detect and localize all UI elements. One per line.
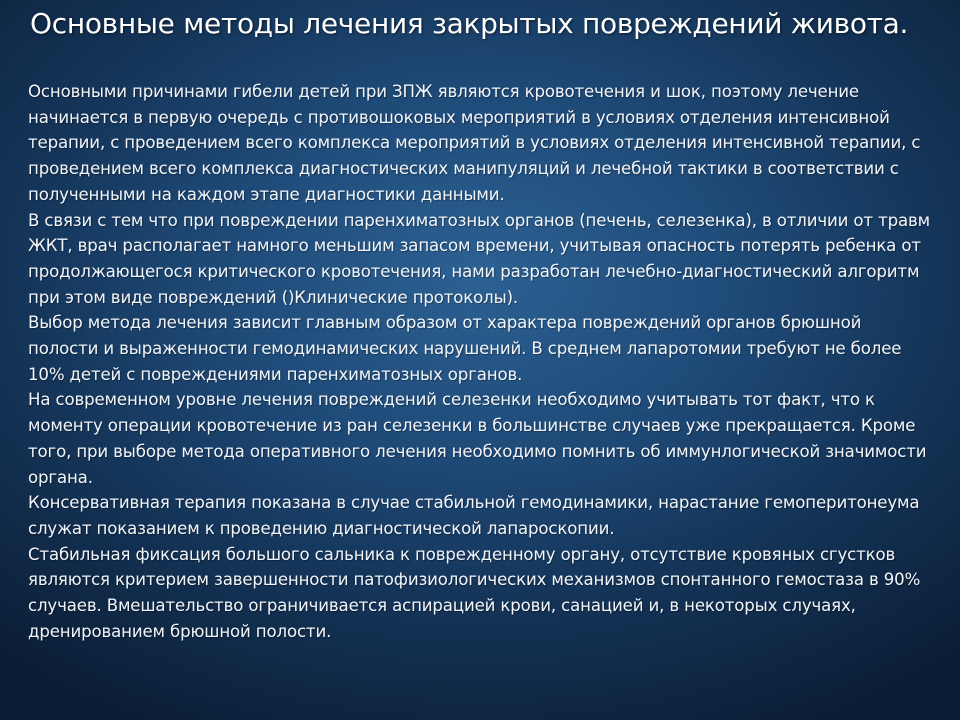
paragraph-method-choice: Выбор метода лечения зависит главным образом от характера повреждений органов брюшной полости и выраженности гемодинамических нарушений. В среднем лапаротомии требуют не более 10% детей с повреждениями паренхиматозных органов. — [28, 313, 902, 384]
paragraph-hemostasis: Стабильная фиксация большого сальника к поврежденному органу, отсутствие кровяных сгустков являются критерием завершенности патофизиологических механизмов спонтанного гемостаза в 90% случаев. Вмешательство ограничивается аспирацией крови, санацией и, в некоторых случаях, дренированием брюшной полости. — [28, 544, 921, 641]
slide-title: Основные методы лечения закрытых повреждений живота. — [30, 7, 909, 40]
paragraph-algorithm: В связи с тем что при повреждении паренхиматозных органов (печень, селезенка), в отличии от травм ЖКТ, врач располагает намного меньшим запасом времени, учитывая опасность потерять ребенка от продолжающегося критического кровотечения, нами разработан лечебно-диагностический алгоритм при этом виде повреждений ()Клинические протоколы). — [28, 210, 930, 307]
paragraph-causes: Основными причинами гибели детей при ЗПЖ являются кровотечения и шок, поэтому лечение начинается в первую очередь с противошоковых мероприятий в условиях отделения интенсивной терапии, с проведением всего комплекса мероприятий в условиях отделения интенсивной терапии, с проведением всего комплекса диагностических манипуляций и лечебной тактики в соответствии с полученными на каждом этапе диагностики данными. — [28, 82, 921, 204]
slide-body — [28, 79, 936, 644]
paragraph-conservative: Консервативная терапия показана в случае стабильной гемодинамики, нарастание гемоперитонеума служат показанием к проведению диагностической лапароскопии. — [28, 493, 920, 538]
paragraph-spleen: На современном уровне лечения повреждений селезенки необходимо учитывать тот факт, что к моменту операции кровотечение из ран селезенки в большинстве случаев уже прекращается. Кроме того, при выборе метода оперативного лечения необходимо помнить об иммунлогической значимости органа. — [28, 390, 927, 487]
